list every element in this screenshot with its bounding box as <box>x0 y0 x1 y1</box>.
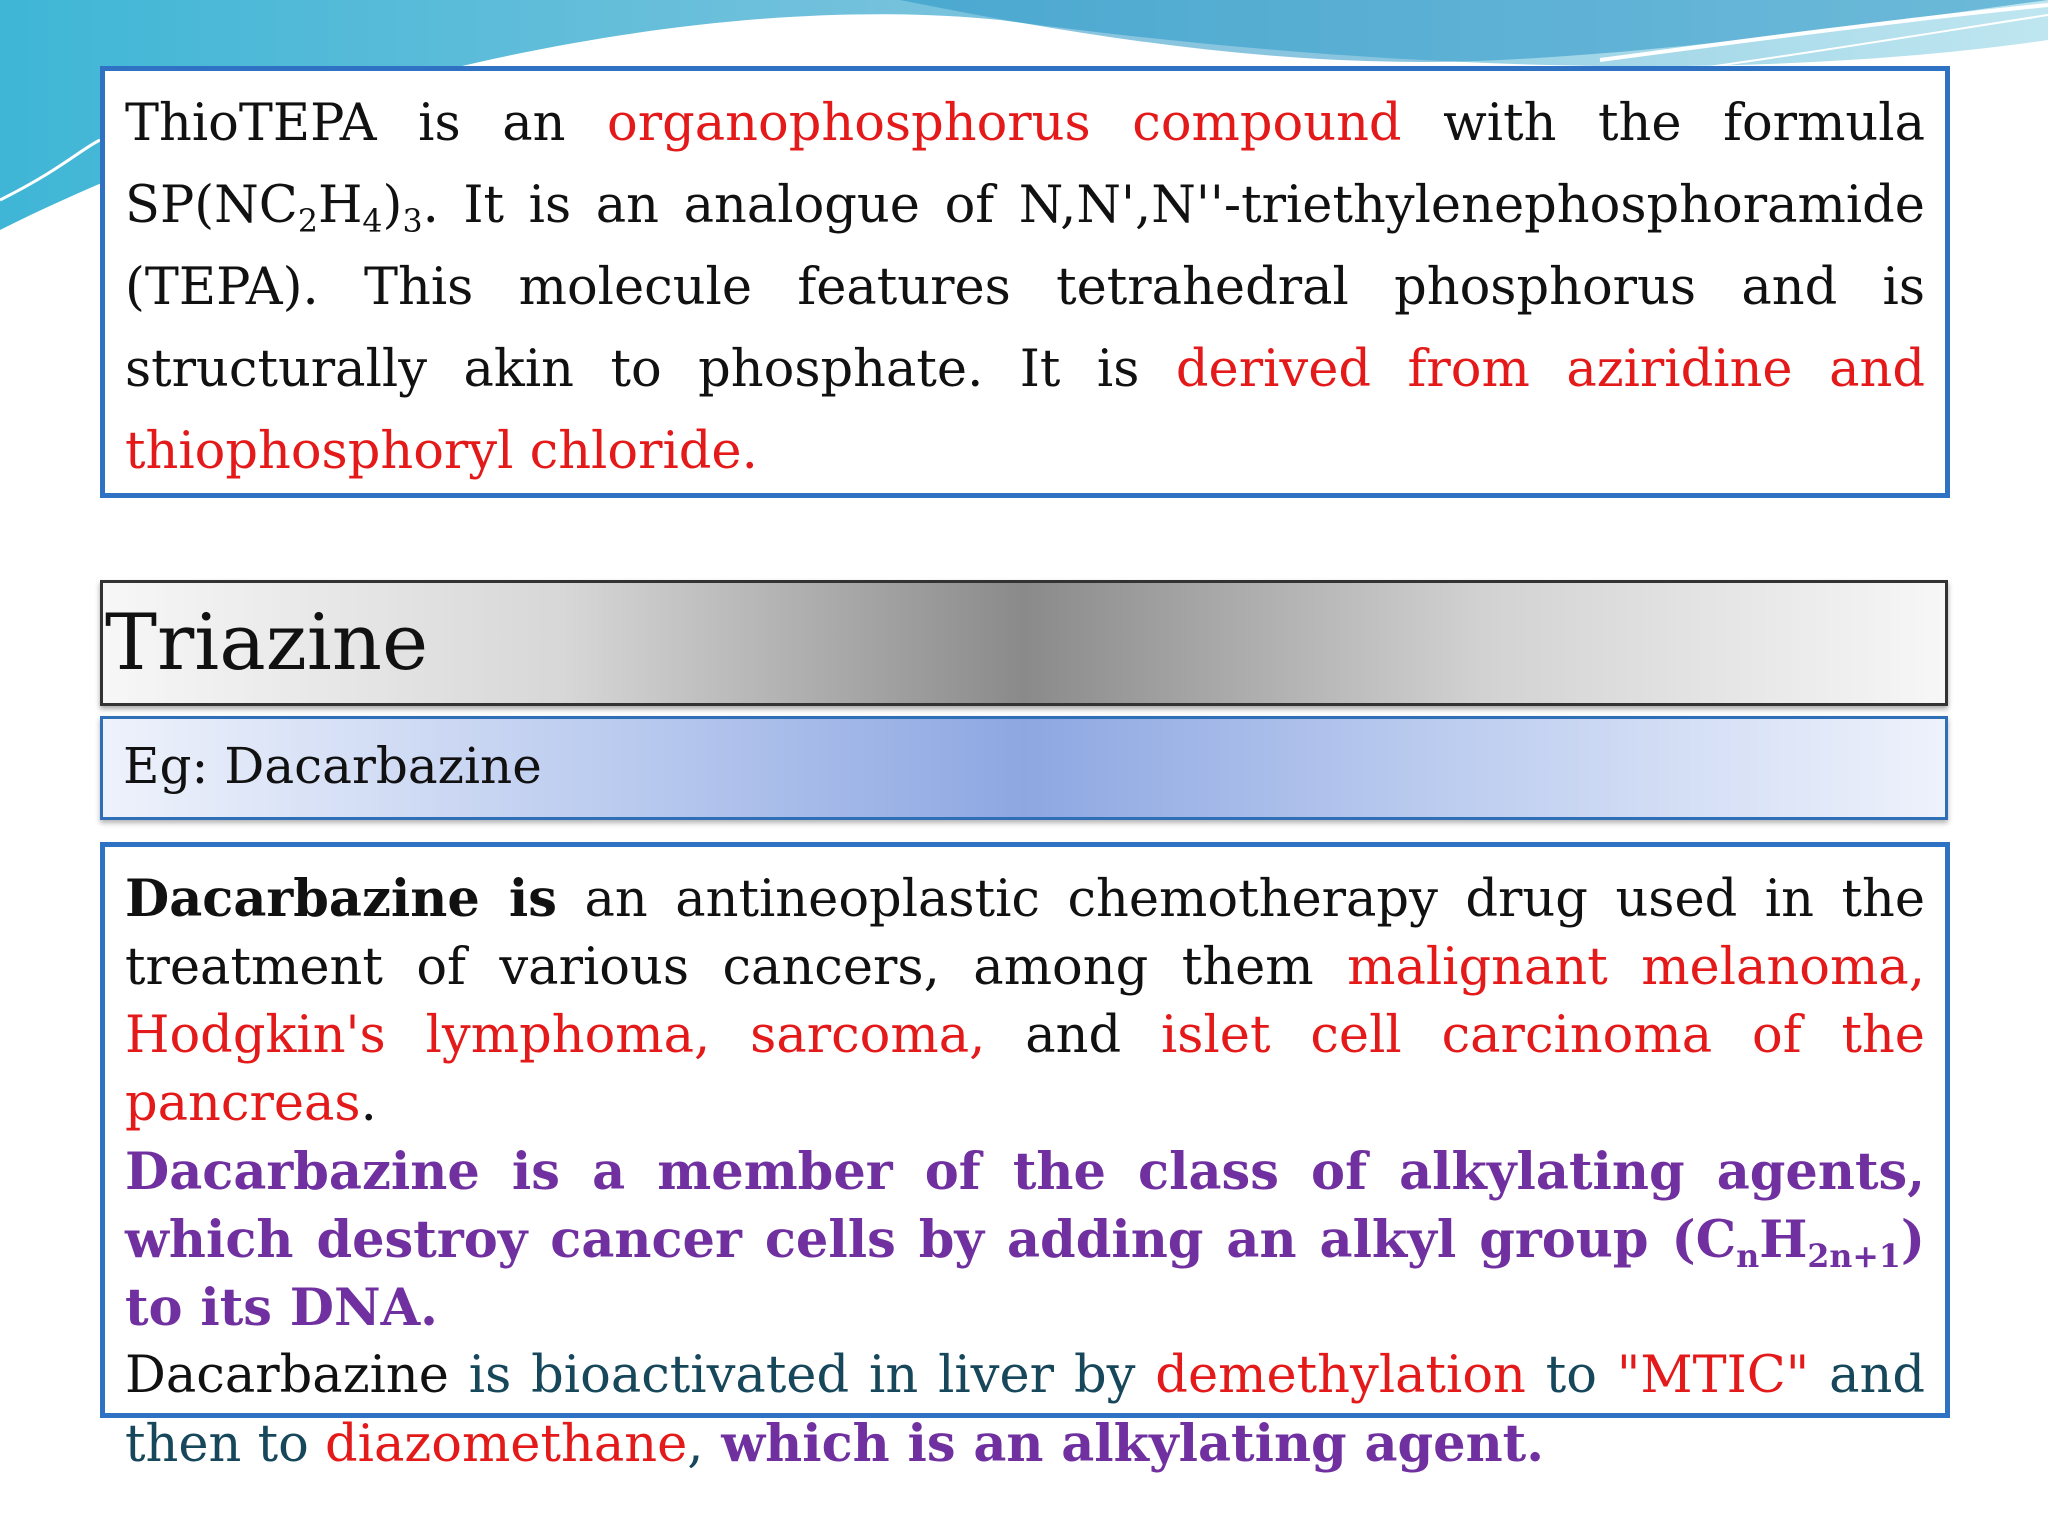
formula-subscript: 4 <box>362 204 383 241</box>
cancer-list-highlight: malignant melanoma, Hodgkin's lymphoma, sarcoma, <box>125 938 1925 1065</box>
thiotepa-text: ThioTEPA is an <box>125 94 608 153</box>
thiotepa-text: with the formula SP(NC <box>125 94 1925 235</box>
bioactivation-text: and then to <box>125 1346 1926 1474</box>
example-label: Eg: Dacarbazine <box>123 737 542 795</box>
dacarbazine-text: and <box>985 1006 1161 1065</box>
dacarbazine-paragraph-2 <box>125 1138 1925 1342</box>
dacarbazine-paragraph-3 <box>125 1342 1925 1479</box>
example-bar <box>100 716 1948 820</box>
section-title: Triazine <box>105 598 429 688</box>
bioactivation-text: to <box>1525 1346 1617 1405</box>
thiotepa-text: ) <box>382 176 403 235</box>
dacarbazine-text: an antineoplastic chemotherapy drug used in the treatment of various cancers, among them <box>125 870 1925 997</box>
formula-subscript: 3 <box>402 204 423 241</box>
bioactivation-text: , <box>687 1415 704 1474</box>
cancer-list-highlight: islet cell carcinoma of the pancreas <box>125 1006 1925 1133</box>
formula-subscript: n <box>1736 1238 1760 1276</box>
thiotepa-highlight-compound: organophosphorus compound <box>607 94 1402 153</box>
formula-subscript: 2 <box>297 204 318 241</box>
alkylating-agent-text: which is an alkylating agent. <box>703 1414 1544 1474</box>
triazine-heading-bar <box>100 580 1948 706</box>
dacarbazine-text: . <box>360 1074 377 1133</box>
dacarbazine-paragraph-1 <box>125 865 1925 1138</box>
dacarbazine-bold-term: Dacarbazine is <box>125 869 557 929</box>
thiotepa-paragraph <box>125 83 1925 493</box>
thiotepa-description-box <box>100 66 1950 498</box>
alkylating-class-text: ) to its DNA. <box>125 1210 1925 1338</box>
demethylation-highlight: demethylation <box>1155 1346 1526 1405</box>
formula-subscript: 2n+1 <box>1807 1238 1901 1276</box>
alkylating-class-text: Dacarbazine is a member of the class of alkylating agents, which destroy cancer cells by adding an alkyl group (C <box>125 1142 1925 1270</box>
thiotepa-text: . It is an analogue of N,N',N''-triethylenephosphoramide (TEPA). This molecule features tetrahedral phosphorus and is structurally akin to phosphate. It is <box>125 176 1925 399</box>
thiotepa-text: H <box>317 176 363 235</box>
bioactivation-text: is bioactivated in liver by <box>448 1346 1156 1405</box>
dacarbazine-description-box <box>100 842 1950 1474</box>
diazomethane-highlight: diazomethane <box>325 1415 688 1474</box>
alkylating-class-text: H <box>1759 1210 1808 1270</box>
thiotepa-highlight-derivation: derived from aziridine and thiophosphoryl chloride. <box>125 340 1925 481</box>
mtic-highlight: "MTIC" <box>1616 1346 1810 1405</box>
dacarbazine-text: Dacarbazine <box>125 1346 449 1405</box>
